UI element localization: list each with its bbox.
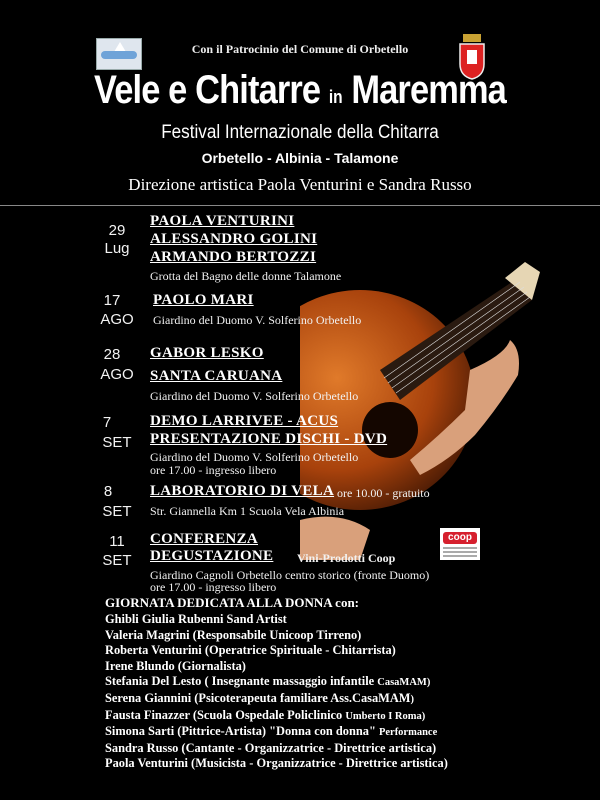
event-4-day: 7 [102, 414, 112, 431]
event-5-month: SET [102, 503, 132, 520]
patrocinio-text: Con il Patrocinio del Comune di Orbetello [191, 42, 409, 56]
title-in: in [328, 87, 343, 107]
event-5-venue: Str. Giannella Km 1 Scuola Vela Albinia [150, 504, 345, 518]
event-6-venue: Giardino Cagnoli Orbetello centro storico (fronte Duomo) [150, 568, 430, 582]
event-2-venue: Giardino del Duomo V. Solferino Orbetello [153, 313, 362, 327]
event-3-month: AGO [100, 366, 134, 383]
towns-line: Orbetello - Albinia - Talamone [201, 150, 399, 166]
event-1-day: 29 [108, 222, 126, 239]
event-1-name-3: ARMANDO BERTOZZI [150, 249, 317, 265]
women-participants-list [105, 612, 595, 772]
event-3-name-1: GABOR LESKO [150, 345, 264, 361]
event-6-month: SET [102, 552, 132, 569]
participant-line: Ghibli Giulia Rubenni Sand Artist [105, 612, 287, 626]
title-left: Vele e Chitarre [94, 68, 321, 112]
festival-subtitle: Festival Internazionale della Chitarra [161, 122, 439, 143]
event-4-name-2: PRESENTAZIONE DISCHI - DVD [150, 431, 388, 447]
event-5-name-1: LABORATORIO DI VELA [150, 483, 335, 499]
coop-logo-lines [443, 547, 477, 549]
event-6-name-1: CONFERENZA [150, 531, 259, 547]
participant-line: Irene Blundo (Giornalista) [105, 658, 246, 673]
participant-line: Stefania Del Lesto ( Insegnante massaggio infantile CasaMAM) [105, 674, 431, 689]
festival-title [42, 68, 558, 113]
divider-line [0, 205, 600, 206]
participant-line: Valeria Magrini (Responsabile Unicoop Tirreno) [105, 627, 362, 642]
coop-logo-text: coop [443, 532, 477, 544]
coop-logo [440, 528, 480, 560]
event-1-name-1: PAOLA VENTURINI [150, 213, 295, 229]
participant-line: Serena Giannini (Psicoterapeuta familiare Ass.CasaMAM) [105, 690, 414, 705]
participant-line: Fausta Finazzer (Scuola Ospedale Policlinico Umberto I Roma) [105, 707, 426, 722]
event-3-name-2: SANTA CARUANA [150, 368, 283, 384]
event-6-extra: ore 17.00 - ingresso libero [150, 580, 277, 594]
participant-line: Sandra Russo (Cantante - Organizzatrice - Direttrice artistica) [105, 740, 437, 755]
event-5-day: 8 [103, 483, 113, 500]
participant-line: Simona Sarti (Pittrice-Artista) "Donna con donna" Performance [105, 724, 438, 739]
participant-line: Paola Venturini (Musicista - Organizzatrice - Direttrice artistica) [105, 756, 448, 771]
event-1-name-2: ALESSANDRO GOLINI [150, 231, 318, 247]
event-2-month: AGO [100, 311, 134, 328]
event-6-name-2: DEGUSTAZIONE [150, 548, 274, 564]
event-4-extra: ore 17.00 - ingresso libero [150, 463, 277, 477]
artistic-direction: Direzione artistica Paola Venturini e Sandra Russo [128, 175, 472, 194]
guitar-illustration [300, 260, 600, 560]
event-2-day: 17 [103, 292, 121, 309]
event-3-day: 28 [103, 346, 121, 363]
event-1-venue: Grotta del Bagno delle donne Talamone [150, 269, 342, 283]
event-6-inline: Vini-Prodotti Coop [297, 551, 396, 565]
event-5-inline: ore 10.00 - gratuito [337, 486, 430, 500]
event-4-venue: Giardino del Duomo V. Solferino Orbetello [150, 450, 359, 464]
participant-line: Roberta Venturini (Operatrice Spirituale - Chitarrista) [105, 643, 396, 658]
event-3-venue: Giardino del Duomo V. Solferino Orbetello [150, 389, 359, 403]
event-1-month: Lug [104, 240, 130, 257]
event-2-name-1: PAOLO MARI [153, 292, 254, 308]
title-right: Maremma [351, 68, 506, 112]
women-day-title: GIORNATA DEDICATA ALLA DONNA con: [105, 595, 360, 610]
event-4-month: SET [102, 434, 132, 451]
event-4-name-1: DEMO LARRIVEE - ACUS [150, 413, 339, 429]
event-6-day: 11 [109, 533, 125, 550]
